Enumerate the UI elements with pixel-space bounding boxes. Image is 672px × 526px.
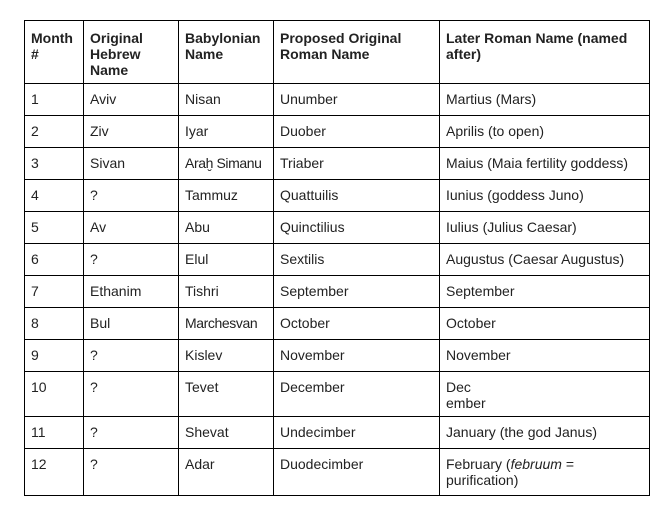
later-roman-name-italic: februum xyxy=(510,456,562,472)
proposed-roman-name-cell: November xyxy=(274,340,440,372)
month-number-cell: 11 xyxy=(25,417,84,449)
later-roman-name-cell: November xyxy=(440,340,650,372)
proposed-roman-name-cell: Unumber xyxy=(274,84,440,116)
later-roman-name-cell: Martius (Mars) xyxy=(440,84,650,116)
later-roman-name-line-2: ember xyxy=(446,395,486,411)
hebrew-name-cell: ? xyxy=(84,244,179,276)
hebrew-name-cell: Av xyxy=(84,212,179,244)
proposed-roman-name-cell: Undecimber xyxy=(274,417,440,449)
month-number-cell: 8 xyxy=(25,308,84,340)
later-roman-name-cell: Maius (Maia fertility goddess) xyxy=(440,148,650,180)
month-number-cell: 12 xyxy=(25,449,84,496)
month-number-cell: 1 xyxy=(25,84,84,116)
babylonian-name-cell: Adar xyxy=(179,449,274,496)
header-babylonian-name: Babylonian Name xyxy=(179,21,274,84)
hebrew-name-cell: Ethanim xyxy=(84,276,179,308)
proposed-roman-name-cell: Quinctilius xyxy=(274,212,440,244)
hebrew-name-cell: Aviv xyxy=(84,84,179,116)
babylonian-name-cell: Tammuz xyxy=(179,180,274,212)
proposed-roman-name-cell: October xyxy=(274,308,440,340)
table-row xyxy=(25,148,650,180)
hebrew-name-cell: ? xyxy=(84,180,179,212)
later-roman-name-cell xyxy=(440,372,650,417)
later-roman-name-tail: = purification) xyxy=(446,456,575,488)
hebrew-name-cell: Sivan xyxy=(84,148,179,180)
table-row xyxy=(25,449,650,496)
table-row xyxy=(25,340,650,372)
header-row xyxy=(25,21,650,84)
proposed-roman-name-cell: Sextilis xyxy=(274,244,440,276)
table-row xyxy=(25,180,650,212)
table-row xyxy=(25,212,650,244)
proposed-roman-name-cell: December xyxy=(274,372,440,417)
hebrew-name-cell: ? xyxy=(84,449,179,496)
proposed-roman-name-cell: Duober xyxy=(274,116,440,148)
later-roman-name-cell: Iunius (goddess Juno) xyxy=(440,180,650,212)
babylonian-name-cell: Marchesvan xyxy=(179,308,274,340)
hebrew-name-cell: ? xyxy=(84,417,179,449)
proposed-roman-name-cell: Duodecimber xyxy=(274,449,440,496)
hebrew-name-cell: ? xyxy=(84,372,179,417)
babylonian-name-cell: Araḫ Simanu xyxy=(179,148,274,180)
proposed-roman-name-cell: Triaber xyxy=(274,148,440,180)
table-container xyxy=(24,20,650,496)
header-month-number: Month # xyxy=(25,21,84,84)
babylonian-name-cell: Shevat xyxy=(179,417,274,449)
babylonian-name-cell: Kislev xyxy=(179,340,274,372)
babylonian-name-cell: Iyar xyxy=(179,116,274,148)
header-proposed-roman-name: Proposed Original Roman Name xyxy=(274,21,440,84)
later-roman-name-line-1: Dec xyxy=(446,379,471,395)
babylonian-name-cell: Nisan xyxy=(179,84,274,116)
table-row xyxy=(25,308,650,340)
table-row xyxy=(25,276,650,308)
header-later-roman-name: Later Roman Name (named after) xyxy=(440,21,650,84)
table-row xyxy=(25,417,650,449)
hebrew-name-cell: Bul xyxy=(84,308,179,340)
proposed-roman-name-cell: September xyxy=(274,276,440,308)
later-roman-name-lead: February ( xyxy=(446,456,511,472)
babylonian-name-cell: Tishri xyxy=(179,276,274,308)
month-number-cell: 7 xyxy=(25,276,84,308)
later-roman-name-cell: October xyxy=(440,308,650,340)
later-roman-name-cell xyxy=(440,449,650,496)
month-number-cell: 2 xyxy=(25,116,84,148)
later-roman-name-cell: September xyxy=(440,276,650,308)
month-number-cell: 3 xyxy=(25,148,84,180)
table-row xyxy=(25,84,650,116)
months-table xyxy=(24,20,650,496)
table-row xyxy=(25,116,650,148)
babylonian-name-cell: Tevet xyxy=(179,372,274,417)
babylonian-name-cell: Abu xyxy=(179,212,274,244)
month-number-cell: 10 xyxy=(25,372,84,417)
later-roman-name-cell: Aprilis (to open) xyxy=(440,116,650,148)
table-row xyxy=(25,244,650,276)
proposed-roman-name-cell: Quattuilis xyxy=(274,180,440,212)
hebrew-name-cell: Ziv xyxy=(84,116,179,148)
month-number-cell: 9 xyxy=(25,340,84,372)
table-row xyxy=(25,372,650,417)
later-roman-name-cell: Iulius (Julius Caesar) xyxy=(440,212,650,244)
later-roman-name-cell: Augustus (Caesar Augustus) xyxy=(440,244,650,276)
month-number-cell: 4 xyxy=(25,180,84,212)
month-number-cell: 5 xyxy=(25,212,84,244)
header-hebrew-name: Original Hebrew Name xyxy=(84,21,179,84)
babylonian-name-cell: Elul xyxy=(179,244,274,276)
month-number-cell: 6 xyxy=(25,244,84,276)
later-roman-name-cell: January (the god Janus) xyxy=(440,417,650,449)
hebrew-name-cell: ? xyxy=(84,340,179,372)
